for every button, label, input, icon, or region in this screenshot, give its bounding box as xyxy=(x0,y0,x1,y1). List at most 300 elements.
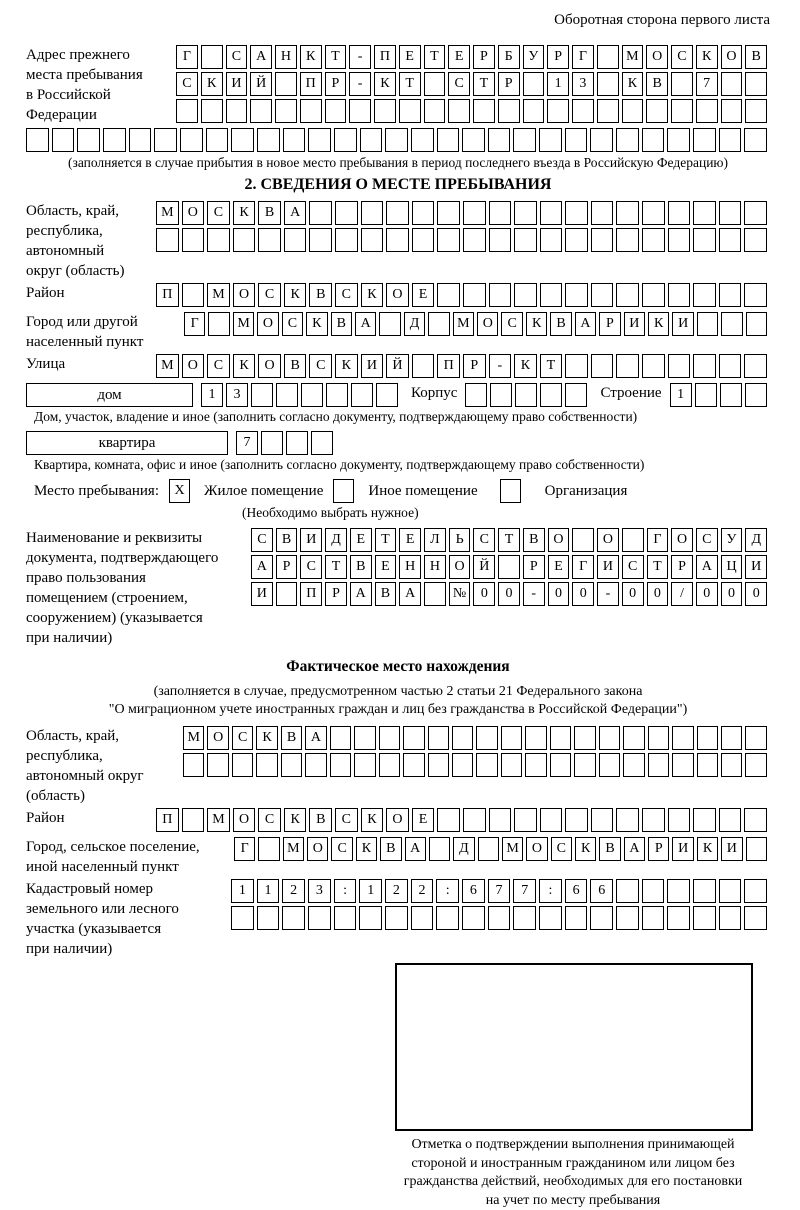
char-cell[interactable]: К xyxy=(306,312,327,336)
char-cell[interactable] xyxy=(720,383,742,407)
char-cell[interactable] xyxy=(667,879,690,903)
char-cell[interactable]: О xyxy=(233,283,256,307)
char-cell[interactable]: Д xyxy=(745,528,767,552)
char-cell[interactable]: А xyxy=(696,555,718,579)
char-cell[interactable] xyxy=(412,354,435,378)
char-cell[interactable] xyxy=(489,201,512,225)
char-cell[interactable] xyxy=(379,312,400,336)
char-cell[interactable] xyxy=(642,879,665,903)
char-cell[interactable]: К xyxy=(300,45,322,69)
char-cell[interactable] xyxy=(671,99,693,123)
char-cell[interactable]: С xyxy=(258,283,281,307)
char-cell[interactable]: П xyxy=(300,72,322,96)
char-cell[interactable]: Б xyxy=(498,45,520,69)
char-cell[interactable] xyxy=(154,128,177,152)
char-cell[interactable] xyxy=(616,906,639,930)
char-cell[interactable]: 1 xyxy=(359,879,382,903)
char-cell[interactable]: О xyxy=(449,555,471,579)
char-cell[interactable] xyxy=(463,201,486,225)
char-cell[interactable] xyxy=(565,808,588,832)
char-cell[interactable] xyxy=(501,753,522,777)
char-cell[interactable]: 7 xyxy=(488,879,511,903)
char-cell[interactable]: А xyxy=(305,726,326,750)
char-cell[interactable] xyxy=(308,128,331,152)
char-cell[interactable] xyxy=(672,726,693,750)
char-cell[interactable]: С xyxy=(501,312,522,336)
char-cell[interactable] xyxy=(547,99,569,123)
char-cell[interactable]: Е xyxy=(350,528,372,552)
char-cell[interactable]: Е xyxy=(412,808,435,832)
char-cell[interactable]: О xyxy=(258,354,281,378)
char-cell[interactable] xyxy=(591,228,614,252)
char-cell[interactable]: О xyxy=(182,201,205,225)
char-cell[interactable] xyxy=(565,228,588,252)
char-cell[interactable]: 1 xyxy=(670,383,692,407)
char-cell[interactable]: С xyxy=(696,528,718,552)
char-cell[interactable] xyxy=(565,201,588,225)
char-cell[interactable]: Е xyxy=(412,283,435,307)
char-cell[interactable]: О xyxy=(646,45,668,69)
char-cell[interactable] xyxy=(597,99,619,123)
char-cell[interactable] xyxy=(574,726,595,750)
char-cell[interactable]: : xyxy=(539,879,562,903)
char-cell[interactable]: Ц xyxy=(721,555,743,579)
char-cell[interactable] xyxy=(258,837,279,861)
char-cell[interactable] xyxy=(591,201,614,225)
char-cell[interactable]: Р xyxy=(473,45,495,69)
char-cell[interactable]: К xyxy=(697,837,718,861)
char-cell[interactable]: 6 xyxy=(462,879,485,903)
char-cell[interactable]: И xyxy=(672,837,693,861)
char-cell[interactable] xyxy=(386,201,409,225)
char-cell[interactable]: Н xyxy=(399,555,421,579)
char-cell[interactable]: 2 xyxy=(385,879,408,903)
char-cell[interactable] xyxy=(696,99,718,123)
char-cell[interactable] xyxy=(501,726,522,750)
char-cell[interactable]: К xyxy=(335,354,358,378)
char-cell[interactable] xyxy=(284,228,307,252)
char-cell[interactable]: Д xyxy=(325,528,347,552)
char-cell[interactable]: К xyxy=(696,45,718,69)
char-cell[interactable] xyxy=(565,354,588,378)
char-cell[interactable]: 7 xyxy=(236,431,258,455)
char-cell[interactable]: Д xyxy=(404,312,425,336)
char-cell[interactable] xyxy=(745,383,767,407)
char-cell[interactable] xyxy=(744,808,767,832)
char-cell[interactable] xyxy=(523,72,545,96)
char-cell[interactable] xyxy=(176,99,198,123)
char-cell[interactable] xyxy=(648,753,669,777)
char-cell[interactable] xyxy=(525,726,546,750)
char-cell[interactable] xyxy=(693,906,716,930)
char-cell[interactable] xyxy=(379,753,400,777)
char-cell[interactable] xyxy=(463,283,486,307)
char-cell[interactable]: 0 xyxy=(721,582,743,606)
char-cell[interactable]: П xyxy=(437,354,460,378)
char-cell[interactable] xyxy=(399,99,421,123)
char-cell[interactable] xyxy=(719,879,742,903)
char-cell[interactable]: С xyxy=(335,283,358,307)
char-cell[interactable]: О xyxy=(721,45,743,69)
char-cell[interactable] xyxy=(667,128,690,152)
char-cell[interactable]: М xyxy=(233,312,254,336)
char-cell[interactable]: 1 xyxy=(547,72,569,96)
char-cell[interactable] xyxy=(334,906,357,930)
char-cell[interactable] xyxy=(424,582,446,606)
char-cell[interactable]: И xyxy=(721,837,742,861)
char-cell[interactable]: О xyxy=(233,808,256,832)
char-cell[interactable] xyxy=(77,128,100,152)
char-cell[interactable] xyxy=(452,726,473,750)
char-cell[interactable] xyxy=(719,228,742,252)
char-cell[interactable] xyxy=(540,201,563,225)
char-cell[interactable]: 3 xyxy=(572,72,594,96)
char-cell[interactable]: К xyxy=(284,283,307,307)
char-cell[interactable]: А xyxy=(250,45,272,69)
char-cell[interactable] xyxy=(490,383,512,407)
char-cell[interactable] xyxy=(668,201,691,225)
char-cell[interactable]: С xyxy=(473,528,495,552)
char-cell[interactable] xyxy=(156,228,179,252)
char-cell[interactable]: К xyxy=(201,72,223,96)
char-cell[interactable]: А xyxy=(624,837,645,861)
char-cell[interactable] xyxy=(374,99,396,123)
char-cell[interactable] xyxy=(693,808,716,832)
char-cell[interactable]: 0 xyxy=(647,582,669,606)
char-cell[interactable] xyxy=(275,72,297,96)
char-cell[interactable]: О xyxy=(307,837,328,861)
char-cell[interactable]: М xyxy=(207,808,230,832)
char-cell[interactable] xyxy=(572,528,594,552)
char-cell[interactable] xyxy=(745,753,766,777)
char-cell[interactable] xyxy=(523,99,545,123)
char-cell[interactable] xyxy=(719,354,742,378)
char-cell[interactable] xyxy=(180,128,203,152)
char-cell[interactable]: С xyxy=(232,726,253,750)
char-cell[interactable]: К xyxy=(284,808,307,832)
char-cell[interactable] xyxy=(591,283,614,307)
char-cell[interactable] xyxy=(182,283,205,307)
char-cell[interactable]: А xyxy=(355,312,376,336)
char-cell[interactable] xyxy=(463,228,486,252)
char-cell[interactable] xyxy=(719,201,742,225)
char-cell[interactable] xyxy=(256,753,277,777)
char-cell[interactable] xyxy=(325,99,347,123)
char-cell[interactable]: А xyxy=(251,555,273,579)
char-cell[interactable]: А xyxy=(284,201,307,225)
char-cell[interactable]: / xyxy=(671,582,693,606)
char-cell[interactable]: В xyxy=(646,72,668,96)
char-cell[interactable] xyxy=(361,201,384,225)
char-cell[interactable] xyxy=(412,201,435,225)
char-cell[interactable] xyxy=(540,283,563,307)
char-cell[interactable]: К xyxy=(233,201,256,225)
char-cell[interactable] xyxy=(719,906,742,930)
char-cell[interactable] xyxy=(52,128,75,152)
char-cell[interactable]: А xyxy=(399,582,421,606)
char-cell[interactable] xyxy=(201,45,223,69)
char-cell[interactable] xyxy=(326,383,348,407)
char-cell[interactable] xyxy=(411,128,434,152)
char-cell[interactable] xyxy=(616,354,639,378)
char-cell[interactable] xyxy=(671,72,693,96)
char-cell[interactable] xyxy=(349,99,371,123)
char-cell[interactable] xyxy=(498,555,520,579)
char-cell[interactable]: С xyxy=(226,45,248,69)
char-cell[interactable] xyxy=(489,808,512,832)
char-cell[interactable] xyxy=(721,753,742,777)
char-cell[interactable]: К xyxy=(361,808,384,832)
char-cell[interactable]: Р xyxy=(599,312,620,336)
char-cell[interactable]: Р xyxy=(325,72,347,96)
char-cell[interactable]: П xyxy=(156,808,179,832)
char-cell[interactable] xyxy=(616,201,639,225)
char-cell[interactable] xyxy=(648,726,669,750)
char-cell[interactable] xyxy=(437,128,460,152)
char-cell[interactable]: О xyxy=(526,837,547,861)
char-cell[interactable] xyxy=(744,128,767,152)
char-cell[interactable]: Й xyxy=(386,354,409,378)
char-cell[interactable]: П xyxy=(374,45,396,69)
char-cell[interactable] xyxy=(515,383,537,407)
char-cell[interactable] xyxy=(335,228,358,252)
char-cell[interactable] xyxy=(462,128,485,152)
char-cell[interactable]: Е xyxy=(399,528,421,552)
char-cell[interactable] xyxy=(385,128,408,152)
char-cell[interactable] xyxy=(668,283,691,307)
checkbox-inoe[interactable] xyxy=(333,479,354,503)
char-cell[interactable]: И xyxy=(226,72,248,96)
char-cell[interactable]: 3 xyxy=(308,879,331,903)
char-cell[interactable]: Е xyxy=(399,45,421,69)
char-cell[interactable] xyxy=(300,99,322,123)
char-cell[interactable]: Г xyxy=(572,45,594,69)
char-cell[interactable] xyxy=(379,726,400,750)
char-cell[interactable] xyxy=(642,201,665,225)
char-cell[interactable]: И xyxy=(672,312,693,336)
char-cell[interactable] xyxy=(693,128,716,152)
char-cell[interactable]: Т xyxy=(325,45,347,69)
char-cell[interactable]: А xyxy=(575,312,596,336)
char-cell[interactable]: М xyxy=(156,201,179,225)
char-cell[interactable]: О xyxy=(548,528,570,552)
char-cell[interactable]: 1 xyxy=(231,879,254,903)
char-cell[interactable] xyxy=(488,906,511,930)
char-cell[interactable] xyxy=(590,906,613,930)
char-cell[interactable] xyxy=(721,312,742,336)
char-cell[interactable]: С xyxy=(300,555,322,579)
char-cell[interactable]: А xyxy=(350,582,372,606)
char-cell[interactable]: - xyxy=(523,582,545,606)
char-cell[interactable] xyxy=(667,906,690,930)
char-cell[interactable]: С xyxy=(551,837,572,861)
char-cell[interactable] xyxy=(513,128,536,152)
char-cell[interactable]: С xyxy=(176,72,198,96)
char-cell[interactable]: С xyxy=(331,837,352,861)
char-cell[interactable] xyxy=(514,283,537,307)
char-cell[interactable]: В xyxy=(523,528,545,552)
char-cell[interactable] xyxy=(286,431,308,455)
char-cell[interactable]: Г xyxy=(647,528,669,552)
char-cell[interactable]: Ь xyxy=(449,528,471,552)
char-cell[interactable] xyxy=(514,808,537,832)
char-cell[interactable]: К xyxy=(256,726,277,750)
checkbox-zhiloe[interactable]: X xyxy=(169,479,190,503)
char-cell[interactable] xyxy=(257,906,280,930)
char-cell[interactable] xyxy=(258,228,281,252)
char-cell[interactable] xyxy=(330,753,351,777)
char-cell[interactable]: Т xyxy=(647,555,669,579)
char-cell[interactable] xyxy=(591,808,614,832)
char-cell[interactable] xyxy=(182,808,205,832)
char-cell[interactable]: 2 xyxy=(282,879,305,903)
char-cell[interactable] xyxy=(565,383,587,407)
char-cell[interactable]: Й xyxy=(473,555,495,579)
char-cell[interactable] xyxy=(498,99,520,123)
char-cell[interactable]: С xyxy=(258,808,281,832)
char-cell[interactable] xyxy=(572,99,594,123)
char-cell[interactable]: М xyxy=(207,283,230,307)
char-cell[interactable] xyxy=(201,99,223,123)
char-cell[interactable]: В xyxy=(375,582,397,606)
char-cell[interactable] xyxy=(463,808,486,832)
char-cell[interactable] xyxy=(745,99,767,123)
char-cell[interactable]: М xyxy=(622,45,644,69)
char-cell[interactable]: С xyxy=(622,555,644,579)
char-cell[interactable]: 0 xyxy=(548,582,570,606)
char-cell[interactable]: 3 xyxy=(226,383,248,407)
char-cell[interactable] xyxy=(231,906,254,930)
char-cell[interactable]: О xyxy=(257,312,278,336)
char-cell[interactable] xyxy=(623,753,644,777)
char-cell[interactable] xyxy=(183,753,204,777)
char-cell[interactable] xyxy=(525,753,546,777)
char-cell[interactable]: 0 xyxy=(622,582,644,606)
char-cell[interactable] xyxy=(476,726,497,750)
char-cell[interactable]: Г xyxy=(184,312,205,336)
char-cell[interactable]: С xyxy=(448,72,470,96)
char-cell[interactable]: К xyxy=(374,72,396,96)
char-cell[interactable] xyxy=(719,128,742,152)
char-cell[interactable]: М xyxy=(183,726,204,750)
char-cell[interactable] xyxy=(436,906,459,930)
char-cell[interactable] xyxy=(514,228,537,252)
char-cell[interactable]: 0 xyxy=(696,582,718,606)
char-cell[interactable]: О xyxy=(386,808,409,832)
char-cell[interactable] xyxy=(514,201,537,225)
char-cell[interactable]: Е xyxy=(448,45,470,69)
char-cell[interactable]: Т xyxy=(473,72,495,96)
char-cell[interactable] xyxy=(351,383,373,407)
char-cell[interactable] xyxy=(411,906,434,930)
char-cell[interactable] xyxy=(693,228,716,252)
char-cell[interactable] xyxy=(283,128,306,152)
char-cell[interactable]: Г xyxy=(572,555,594,579)
char-cell[interactable]: В xyxy=(550,312,571,336)
char-cell[interactable]: - xyxy=(489,354,512,378)
char-cell[interactable]: 1 xyxy=(201,383,223,407)
char-cell[interactable] xyxy=(424,99,446,123)
char-cell[interactable]: Р xyxy=(325,582,347,606)
char-cell[interactable] xyxy=(642,228,665,252)
char-cell[interactable]: М xyxy=(156,354,179,378)
char-cell[interactable] xyxy=(478,837,499,861)
char-cell[interactable] xyxy=(488,128,511,152)
char-cell[interactable] xyxy=(437,283,460,307)
char-cell[interactable] xyxy=(540,808,563,832)
char-cell[interactable]: : xyxy=(334,879,357,903)
char-cell[interactable]: - xyxy=(597,582,619,606)
char-cell[interactable]: О xyxy=(597,528,619,552)
char-cell[interactable] xyxy=(719,283,742,307)
char-cell[interactable]: К xyxy=(233,354,256,378)
char-cell[interactable] xyxy=(599,753,620,777)
char-cell[interactable] xyxy=(744,283,767,307)
char-cell[interactable] xyxy=(361,228,384,252)
char-cell[interactable] xyxy=(642,906,665,930)
char-cell[interactable] xyxy=(452,753,473,777)
char-cell[interactable]: - xyxy=(349,72,371,96)
char-cell[interactable] xyxy=(746,837,767,861)
char-cell[interactable]: К xyxy=(648,312,669,336)
char-cell[interactable] xyxy=(616,128,639,152)
char-cell[interactable]: С xyxy=(207,201,230,225)
char-cell[interactable] xyxy=(129,128,152,152)
char-cell[interactable]: 6 xyxy=(565,879,588,903)
char-cell[interactable]: М xyxy=(502,837,523,861)
char-cell[interactable]: И xyxy=(300,528,322,552)
char-cell[interactable] xyxy=(744,879,767,903)
char-cell[interactable] xyxy=(208,312,229,336)
char-cell[interactable] xyxy=(232,753,253,777)
char-cell[interactable] xyxy=(308,906,331,930)
char-cell[interactable] xyxy=(745,726,766,750)
char-cell[interactable] xyxy=(695,383,717,407)
char-cell[interactable] xyxy=(622,528,644,552)
char-cell[interactable] xyxy=(428,726,449,750)
char-cell[interactable] xyxy=(476,753,497,777)
char-cell[interactable] xyxy=(257,128,280,152)
char-cell[interactable]: О xyxy=(207,726,228,750)
char-cell[interactable]: Т xyxy=(375,528,397,552)
char-cell[interactable]: Т xyxy=(498,528,520,552)
char-cell[interactable]: П xyxy=(156,283,179,307)
char-cell[interactable] xyxy=(276,582,298,606)
char-cell[interactable]: Р xyxy=(671,555,693,579)
char-cell[interactable] xyxy=(335,201,358,225)
char-cell[interactable]: Т xyxy=(325,555,347,579)
char-cell[interactable]: К xyxy=(514,354,537,378)
char-cell[interactable]: В xyxy=(276,528,298,552)
char-cell[interactable] xyxy=(590,128,613,152)
char-cell[interactable] xyxy=(207,228,230,252)
char-cell[interactable]: Д xyxy=(453,837,474,861)
char-cell[interactable]: П xyxy=(300,582,322,606)
char-cell[interactable]: О xyxy=(386,283,409,307)
char-cell[interactable]: - xyxy=(349,45,371,69)
char-cell[interactable] xyxy=(693,879,716,903)
char-cell[interactable]: 1 xyxy=(257,879,280,903)
char-cell[interactable] xyxy=(386,228,409,252)
char-cell[interactable]: В xyxy=(350,555,372,579)
char-cell[interactable] xyxy=(376,383,398,407)
char-cell[interactable] xyxy=(251,383,273,407)
char-cell[interactable]: О xyxy=(671,528,693,552)
char-cell[interactable]: К xyxy=(526,312,547,336)
char-cell[interactable]: Т xyxy=(540,354,563,378)
char-cell[interactable] xyxy=(565,283,588,307)
char-cell[interactable] xyxy=(275,99,297,123)
